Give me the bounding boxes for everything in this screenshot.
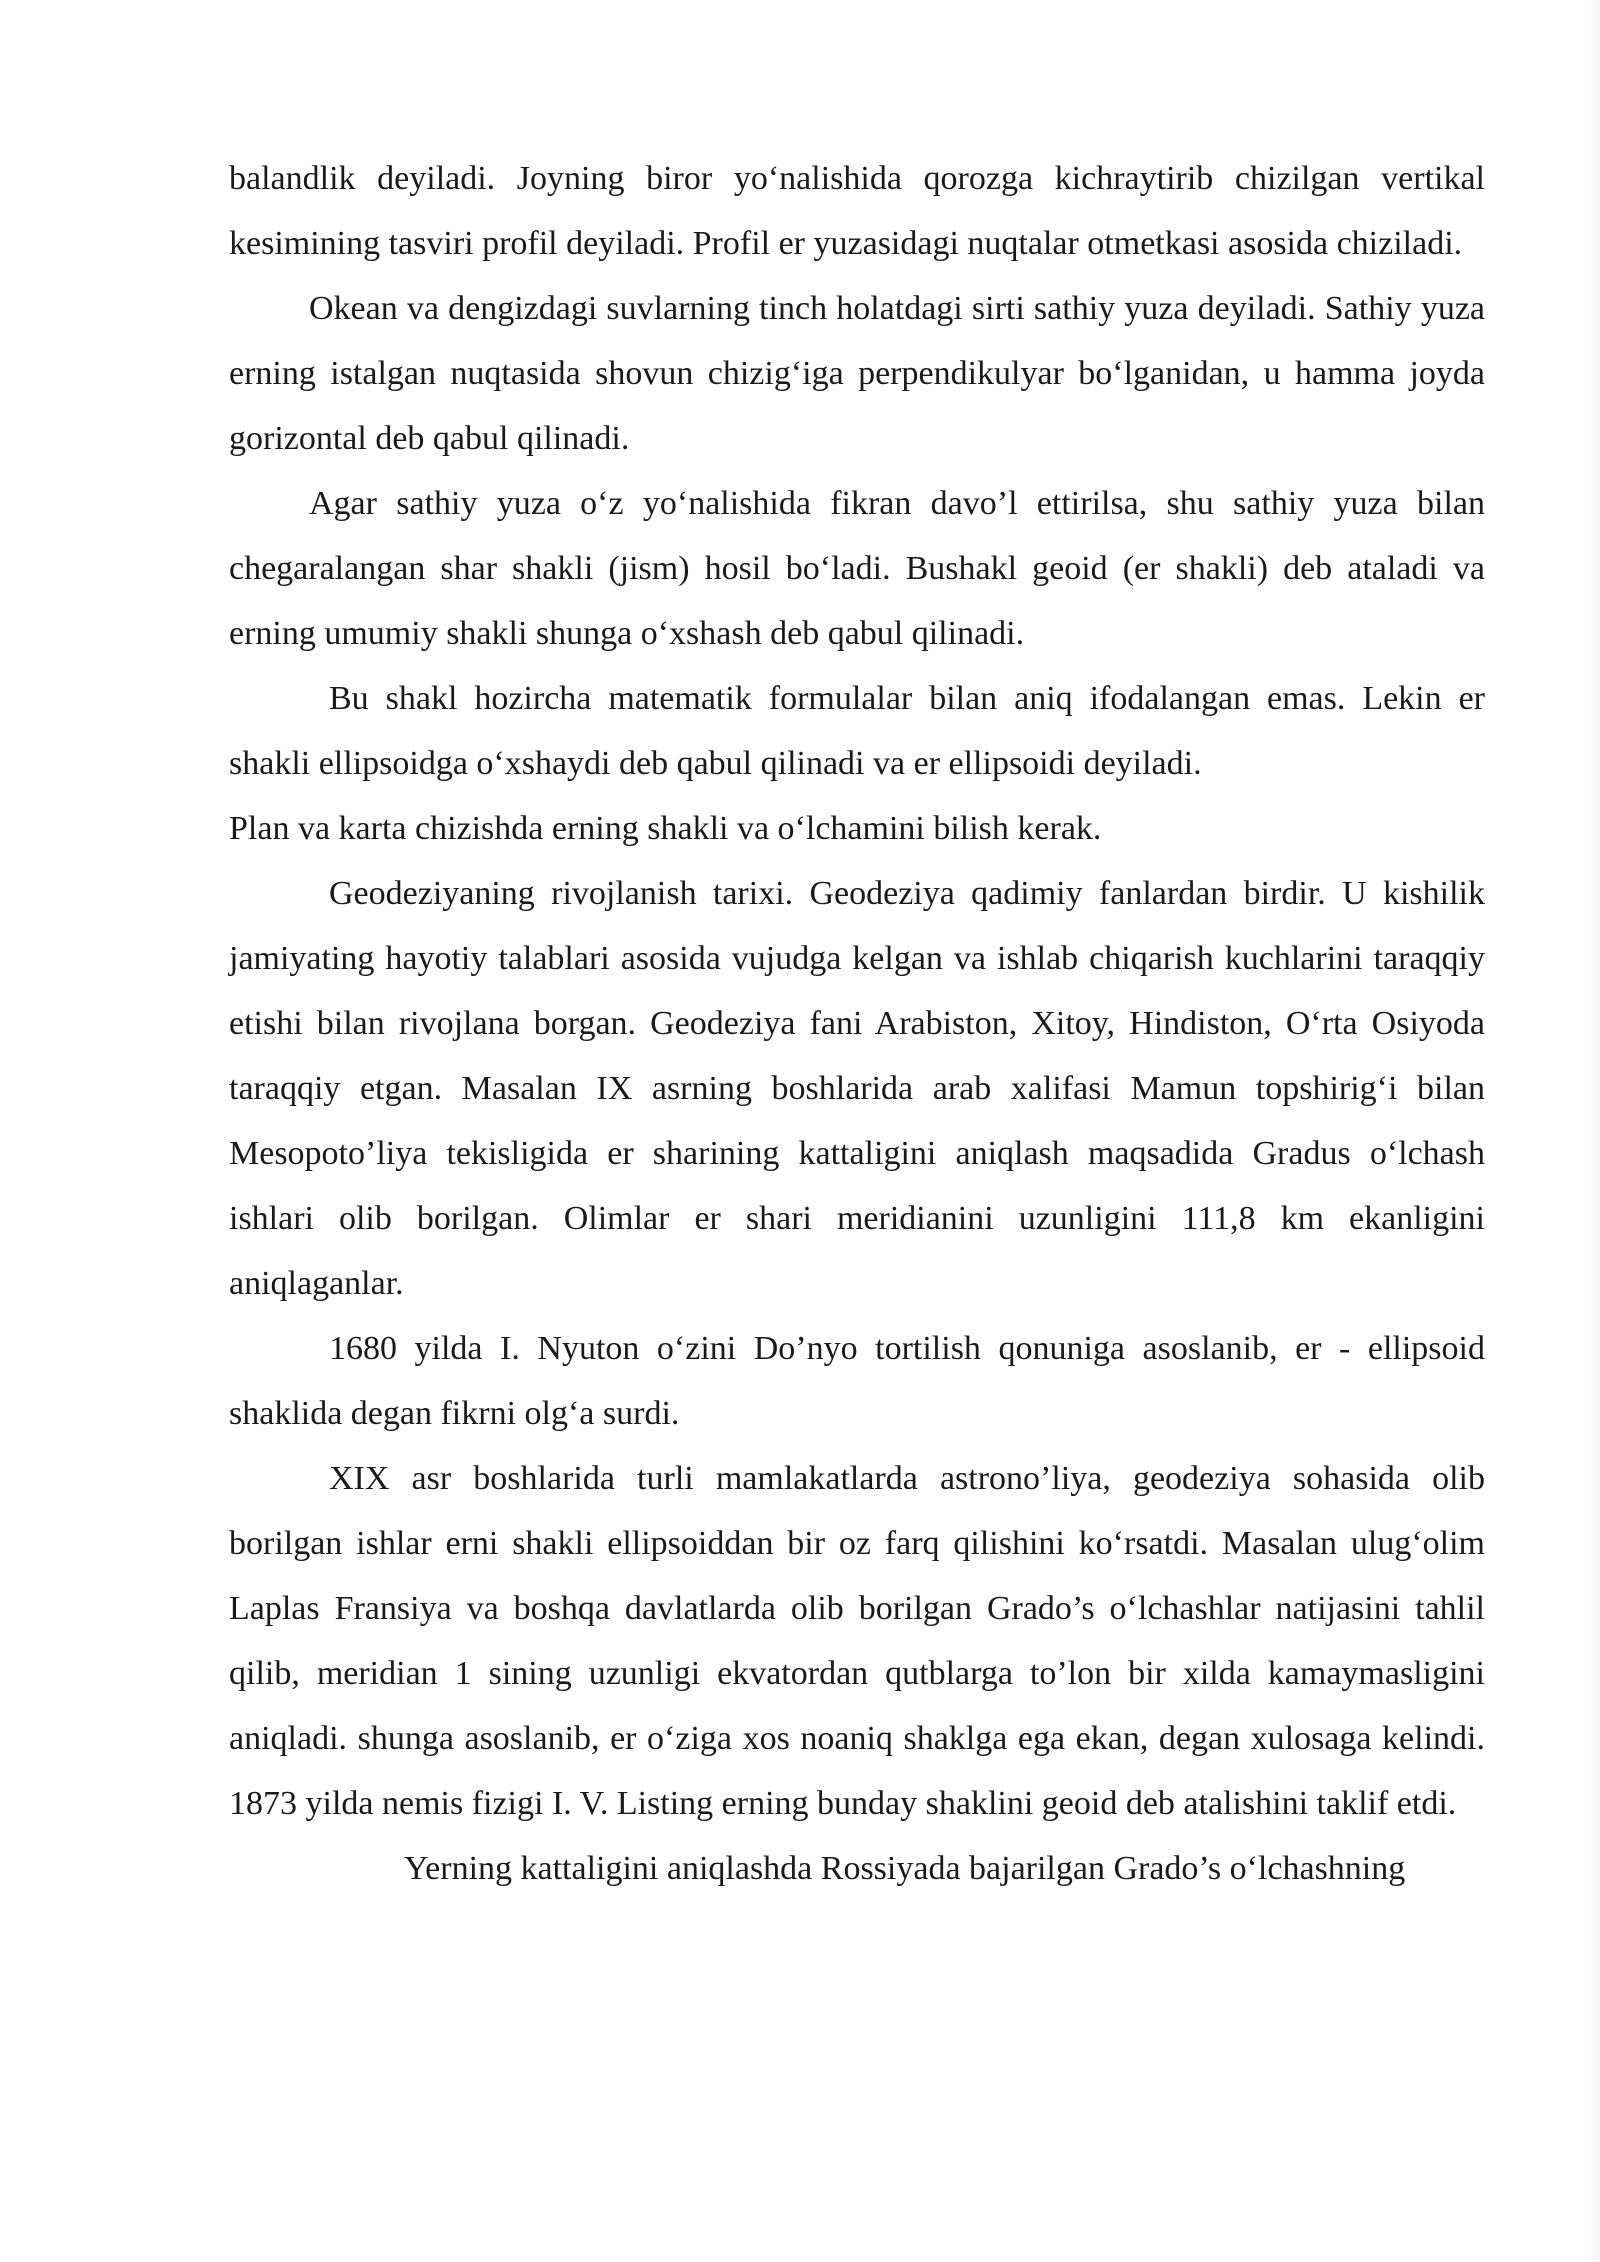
paragraph-level-surface: Okean va dengizdagi suvlarning tinch holatdagi sirti sathiy yuza deyiladi. Sathiy yuza erning istalgan nuqtasida shovun chizig‘iga perpendikulyar bo‘lganidan, u hamma joyda gorizontal deb qabul qilinadi.	[229, 290, 1485, 457]
paragraph-ellipsoid: Bu shakl hozircha matematik formulalar bilan aniq ifodalangan emas. Lekin er shakli ellipsoidga o‘xshaydi deb qabul qilinadi va er ellipsoidi deyiladi.	[229, 680, 1485, 782]
page-body-text	[229, 146, 1485, 1901]
page-edge-shadow	[1586, 0, 1600, 2262]
paragraph-geoid: Agar sathiy yuza o‘z yo‘nalishida fikran davo’l ettirilsa, shu sathiy yuza bilan chegaralangan shar shakli (jism) hosil bo‘ladi. Bushakl geoid (er shakli) deb ataladi va erning umumiy shakli shunga o‘xshash deb qabul qilinadi.	[229, 485, 1485, 652]
paragraph-history: Geodeziyaning rivojlanish tarixi. Geodeziya qadimiy fanlardan birdir. U kishilik jamiyating hayotiy talablari asosida vujudga kelgan va ishlab chiqarish kuchlarini taraqqiy etishi bilan rivojlana borgan. Geodeziya fani Arabiston, Xitoy, Hindiston, O‘rta Osiyoda taraqqiy etgan. Masalan IX asrning boshlarida arab xalifasi Mamun topshirig‘i bilan Mesopoto’liya tekisligida er sharining kattaligini aniqlash maqsadida Gradus o‘lchash ishlari olib borilgan. Olimlar er shari meridianini uzunligini 111,8 km ekanligini aniqlaganlar.	[229, 875, 1485, 1302]
paragraph-profile: balandlik deyiladi. Joyning biror yo‘nalishida qorozga kichraytirib chizilgan vertikal kesimining tasviri profil deyiladi. Profil er yuzasidagi nuqtalar otmetkasi asosida chiziladi.	[229, 160, 1485, 262]
paragraph-russia-measurement: Yerning kattaligini aniqlashda Rossiyada bajarilgan Grado’s o‘lchashning	[404, 1850, 1406, 1887]
paragraph-19th-century: XIX asr boshlarida turli mamlakatlarda astrono’liya, geodeziya sohasida olib borilgan ishlar erni shakli ellipsoiddan bir oz farq qilishini ko‘rsatdi. Masalan ulug‘olim Laplas Fransiya va boshqa davlatlarda olib borilgan Grado’s o‘lchashlar natijasini tahlil qilib, meridian 1 sining uzunligi ekvatordan qutblarga to’lon bir xilda kamaymasligini aniqladi. shunga asoslanib, er o‘ziga xos noaniq shaklga ega ekan, degan xulosaga kelindi. 1873 yilda nemis fizigi I. V. Listing erning bunday shaklini geoid deb atalishini taklif etdi.	[229, 1460, 1485, 1822]
paragraph-plan-map: Plan va karta chizishda erning shakli va o‘lchamini bilish kerak.	[229, 810, 1102, 847]
paragraph-newton: 1680 yilda I. Nyuton o‘zini Do’nyo tortilish qonuniga asoslanib, er - ellipsoid shaklida degan fikrni olg‘a surdi.	[229, 1330, 1485, 1432]
